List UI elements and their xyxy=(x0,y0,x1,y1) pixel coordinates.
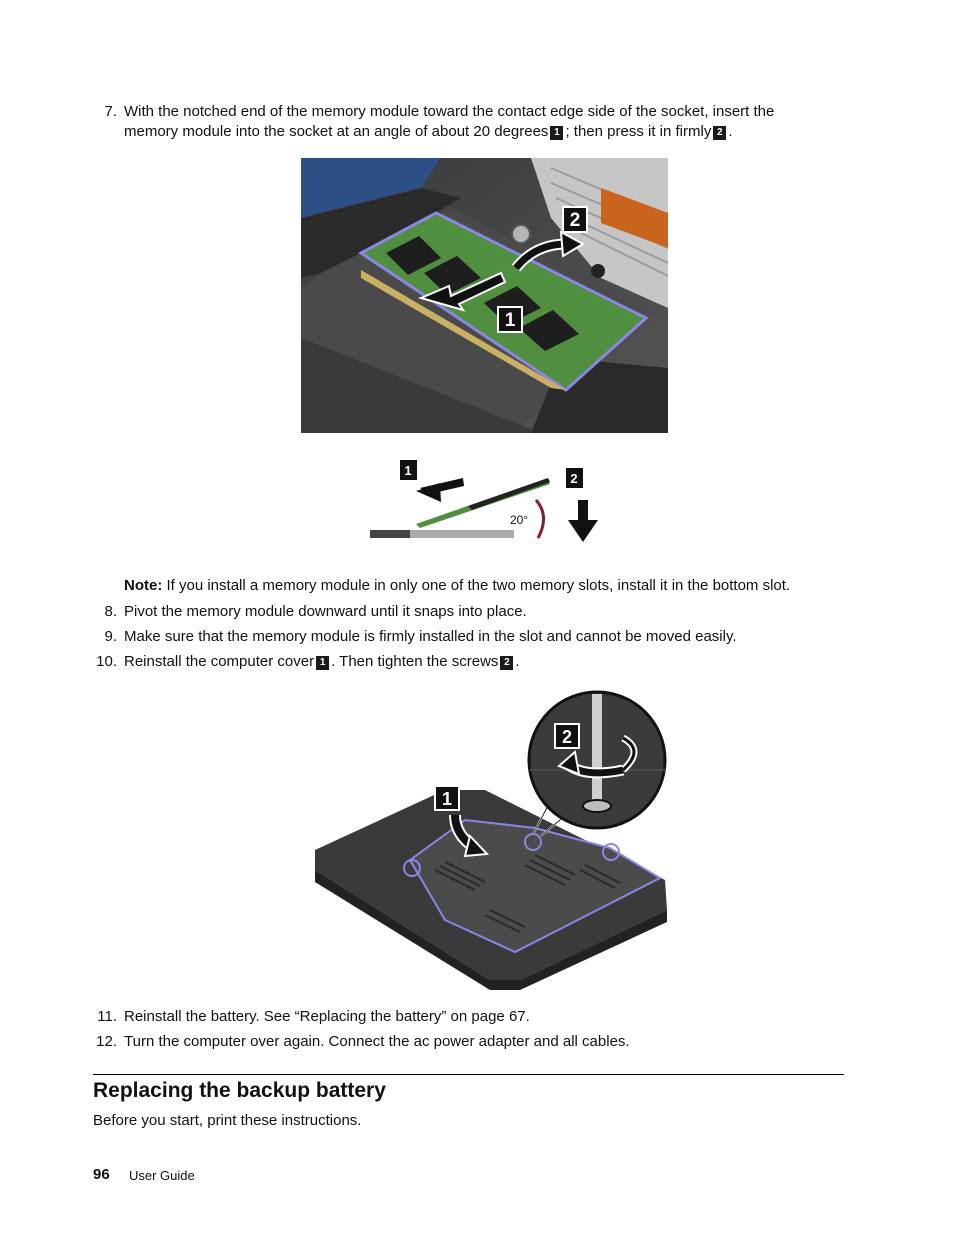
angle-callout-2: 2 xyxy=(570,471,578,486)
step-10-text-c: . xyxy=(515,653,520,670)
cover-callout-1: 1 xyxy=(441,789,453,809)
note-label: Note: xyxy=(124,577,163,594)
step-12-text: Turn the computer over again. Connect the ac power adapter and all cables. xyxy=(124,1033,630,1050)
memory-module-figure xyxy=(301,158,668,433)
step-8-text: Pivot the memory module downward until it snaps into place. xyxy=(124,603,527,620)
callout-badge-1: 1 xyxy=(550,126,563,140)
step-7-line2-a: memory module into the socket at an angle of about 20 degrees xyxy=(124,123,549,140)
section-heading: Replacing the backup battery xyxy=(93,1079,386,1102)
step-9-text: Make sure that the memory module is firmly installed in the slot and cannot be moved easily. xyxy=(124,628,737,645)
section-divider xyxy=(93,1074,844,1075)
step-11-text: Reinstall the battery. See “Replacing the battery” on page 67. xyxy=(124,1008,530,1025)
note-text: If you install a memory module in only one of the two memory slots, install it in the bottom slot. xyxy=(162,577,791,594)
step-7-number: 7. xyxy=(104,103,117,120)
footer-title: User Guide xyxy=(129,1168,195,1183)
memory-module-illustration xyxy=(301,158,668,433)
callout-badge-1: 1 xyxy=(316,656,329,670)
computer-cover-figure xyxy=(305,690,669,990)
step-10-text xyxy=(124,652,520,672)
step-7-line1: With the notched end of the memory module toward the contact edge side of the socket, insert the xyxy=(124,103,775,120)
step-11-number: 11. xyxy=(97,1008,117,1025)
callout-badge-2: 2 xyxy=(713,126,726,140)
step-9-number: 9. xyxy=(104,628,117,645)
step-10-number: 10. xyxy=(96,653,117,670)
step-7-line2-b: ; then press it in firmly xyxy=(565,123,712,140)
computer-cover-illustration xyxy=(305,690,669,990)
step-10-text-b: . Then tighten the screws xyxy=(331,653,499,670)
angle-label: 20° xyxy=(510,513,529,527)
step-10-text-a: Reinstall the computer cover xyxy=(124,653,315,670)
page-number: 96 xyxy=(93,1166,110,1183)
cover-callout-2: 2 xyxy=(561,727,573,747)
memory-callout-2: 2 xyxy=(569,210,581,231)
angle-diagram-figure xyxy=(368,458,608,546)
step-7-line2 xyxy=(124,122,864,142)
step-12-number: 12. xyxy=(96,1033,117,1050)
angle-diagram xyxy=(368,458,608,546)
angle-callout-1: 1 xyxy=(404,463,412,478)
note xyxy=(124,576,864,596)
step-7-line2-c: . xyxy=(728,123,733,140)
callout-badge-2: 2 xyxy=(500,656,513,670)
step-8-number: 8. xyxy=(104,603,117,620)
memory-callout-1: 1 xyxy=(504,310,516,331)
section-intro: Before you start, print these instructions. xyxy=(93,1112,362,1129)
step-7-text xyxy=(124,102,864,142)
